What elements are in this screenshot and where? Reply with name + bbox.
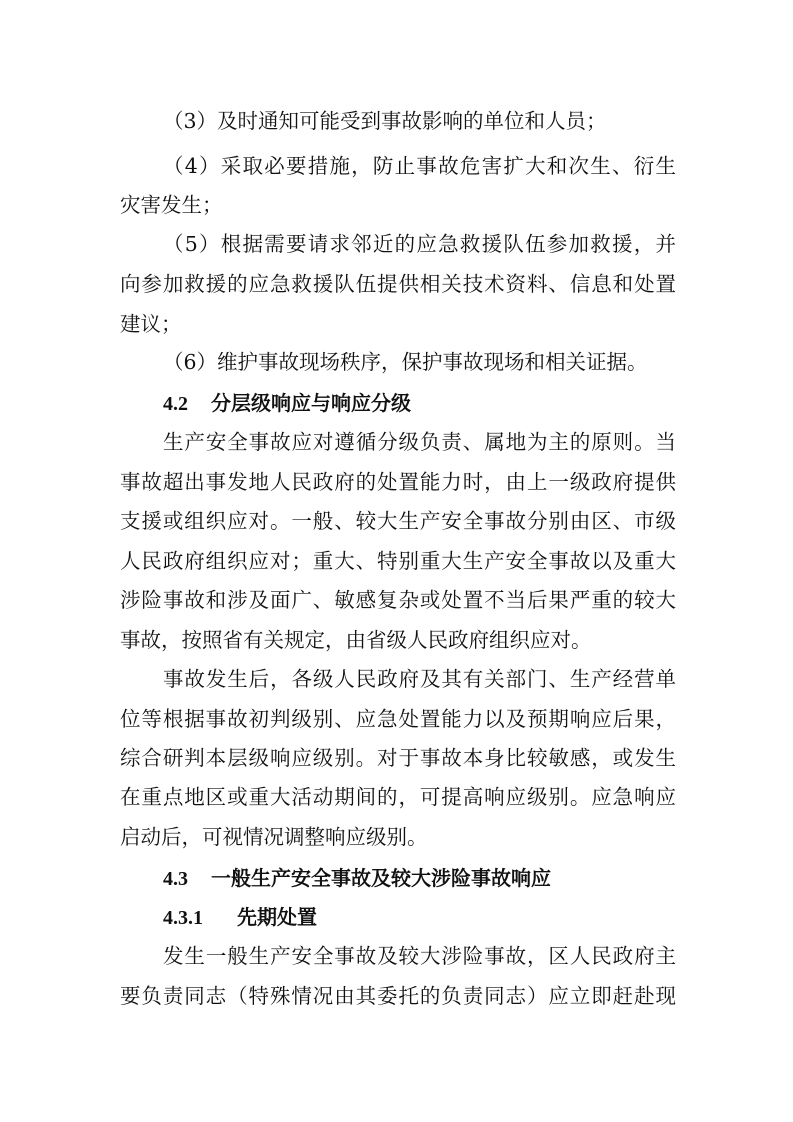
paragraph-line: 在重点地区或重大活动期间的，可提高响应级别。应急响应: [120, 785, 676, 809]
paragraph-line: 事故超出事发地人民政府的处置能力时，由上一级政府提供: [120, 470, 676, 494]
section-number: 4.3.1: [163, 907, 203, 929]
paragraph-line: 生产安全事故应对遵循分级负责、属地为主的原则。当: [163, 430, 676, 454]
paragraph-line: 涉险事故和涉及面广、敏感复杂或处置不当后果严重的较大: [120, 588, 676, 612]
list-item-5-line-2: 向参加救援的应急救援队伍提供相关技术资料、信息和处置: [120, 272, 676, 296]
list-item-4-line-1: （4）采取必要措施，防止事故危害扩大和次生、衍生: [163, 154, 676, 178]
paragraph-line: 启动后，可视情况调整响应级别。: [120, 825, 428, 849]
section-number: 4.2: [163, 393, 188, 415]
section-heading-4-2: [163, 388, 411, 419]
section-heading-4-3: [163, 863, 551, 894]
paragraph-line: 支援或组织应对。一般、较大生产安全事故分别由区、市级: [120, 509, 676, 533]
list-item-4-line-2: 灾害发生；: [120, 193, 223, 217]
section-title: 一般生产安全事故及较大涉险事故响应: [211, 866, 551, 890]
list-item-5-line-1: （5）根据需要请求邻近的应急救援队伍参加救援，并: [163, 232, 676, 256]
paragraph-line: 发生一般生产安全事故及较大涉险事故，区人民政府主: [163, 944, 676, 968]
paragraph-line: 事故，按照省有关规定，由省级人民政府组织应对。: [120, 628, 592, 652]
section-number: 4.3: [163, 868, 188, 890]
section-title: 先期处置: [237, 905, 317, 929]
paragraph-line: 位等根据事故初判级别、应急处置能力以及预期响应后果，: [120, 707, 676, 731]
paragraph-line: 人民政府组织应对；重大、特别重大生产安全事故以及重大: [120, 549, 676, 573]
list-item-3: （3）及时通知可能受到事故影响的单位和人员；: [163, 109, 607, 133]
list-item-6: （6）维护事故现场秩序，保护事故现场和相关证据。: [163, 350, 648, 374]
section-title: 分层级响应与响应分级: [211, 391, 411, 415]
list-item-5-line-3: 建议；: [120, 312, 182, 336]
section-heading-4-3-1: [163, 902, 317, 933]
paragraph-line: 事故发生后，各级人民政府及其有关部门、生产经营单: [163, 667, 676, 691]
paragraph-line: 综合研判本层级响应级别。对于事故本身比较敏感，或发生: [120, 746, 676, 770]
paragraph-line: 要负责同志（特殊情况由其委托的负责同志）应立即赶赴现: [120, 984, 676, 1008]
